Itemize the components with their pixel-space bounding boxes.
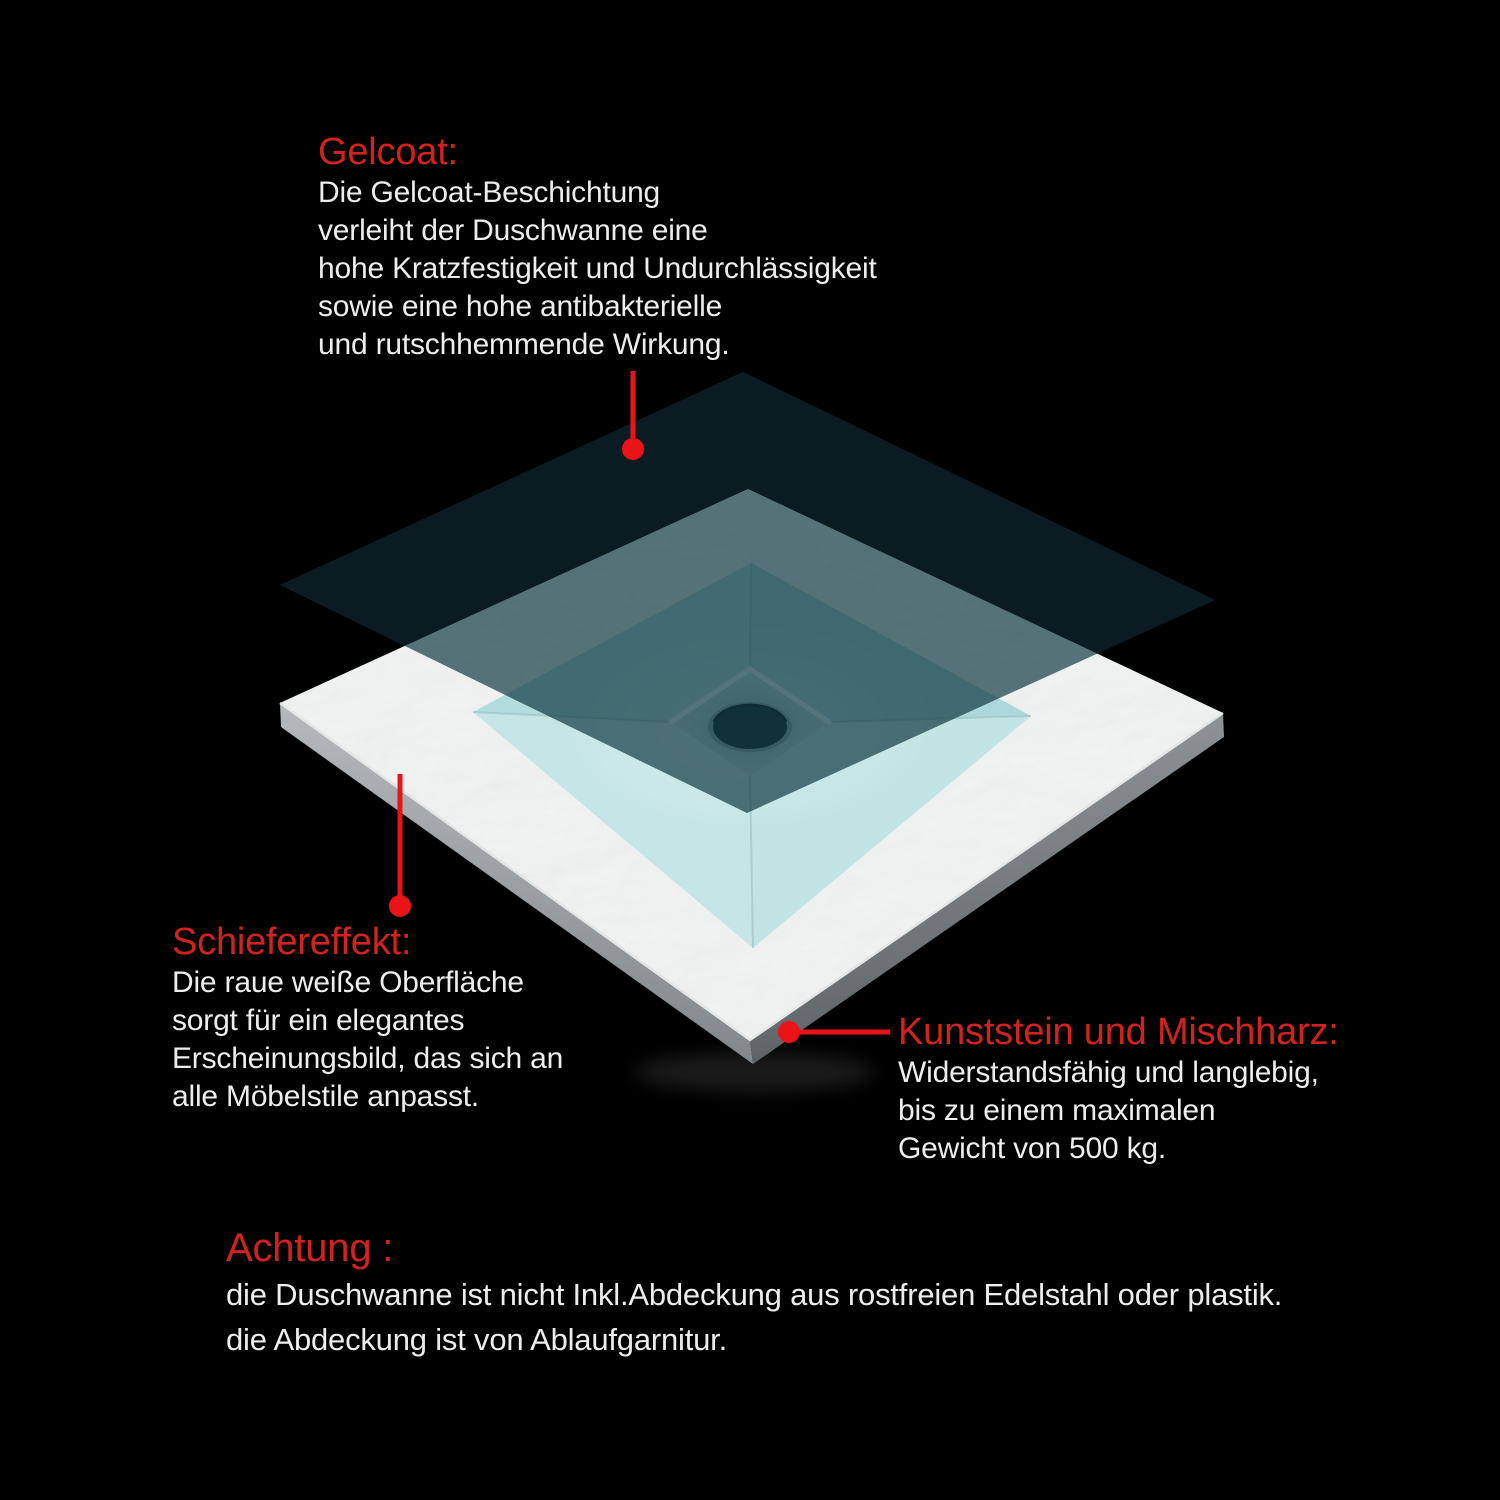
callout-kunststein-line: Widerstandsfähig und langlebig, bbox=[898, 1056, 1319, 1089]
callout-schiefereffekt-line: alle Möbelstile anpasst. bbox=[172, 1080, 480, 1113]
callout-gelcoat-line: verleiht der Duschwanne eine bbox=[318, 214, 708, 247]
gelcoat-marker bbox=[622, 371, 644, 460]
callout-kunststein bbox=[898, 1010, 1339, 1168]
callout-schiefereffekt-line: Erscheinungsbild, das sich an bbox=[172, 1042, 564, 1075]
kunststein-marker-dot bbox=[778, 1021, 800, 1043]
callout-kunststein-line: bis zu einem maximalen bbox=[898, 1094, 1216, 1127]
callout-kunststein-heading: Kunststein und Mischharz: bbox=[898, 1011, 1339, 1053]
callout-gelcoat-line: sowie eine hohe antibakterielle bbox=[318, 290, 723, 323]
callout-schiefereffekt bbox=[172, 920, 563, 1116]
callout-gelcoat-heading: Gelcoat: bbox=[318, 131, 458, 173]
callout-gelcoat-line: Die Gelcoat-Beschichtung bbox=[318, 176, 661, 209]
schiefereffekt-marker-dot bbox=[389, 895, 411, 917]
gelcoat-marker-dot bbox=[622, 438, 644, 460]
callout-achtung bbox=[226, 1224, 1282, 1362]
callout-schiefereffekt-line: sorgt für ein elegantes bbox=[172, 1004, 465, 1037]
callout-schiefereffekt-line: Die raue weiße Oberfläche bbox=[172, 966, 524, 999]
kunststein-marker bbox=[778, 1021, 890, 1043]
callout-gelcoat-line: und rutschhemmende Wirkung. bbox=[318, 328, 730, 361]
callout-achtung-line: die Duschwanne ist nicht Inkl.Abdeckung aus rostfreien Edelstahl oder plastik. bbox=[226, 1277, 1283, 1312]
callout-kunststein-line: Gewicht von 500 kg. bbox=[898, 1132, 1167, 1165]
callout-achtung-heading: Achtung : bbox=[226, 1226, 394, 1270]
callout-achtung-line: die Abdeckung ist von Ablaufgarnitur. bbox=[226, 1322, 728, 1357]
callout-gelcoat bbox=[318, 130, 877, 364]
callout-schiefereffekt-heading: Schiefereffekt: bbox=[172, 921, 412, 963]
callout-gelcoat-line: hohe Kratzfestigkeit und Undurchlässigkeit bbox=[318, 252, 877, 285]
